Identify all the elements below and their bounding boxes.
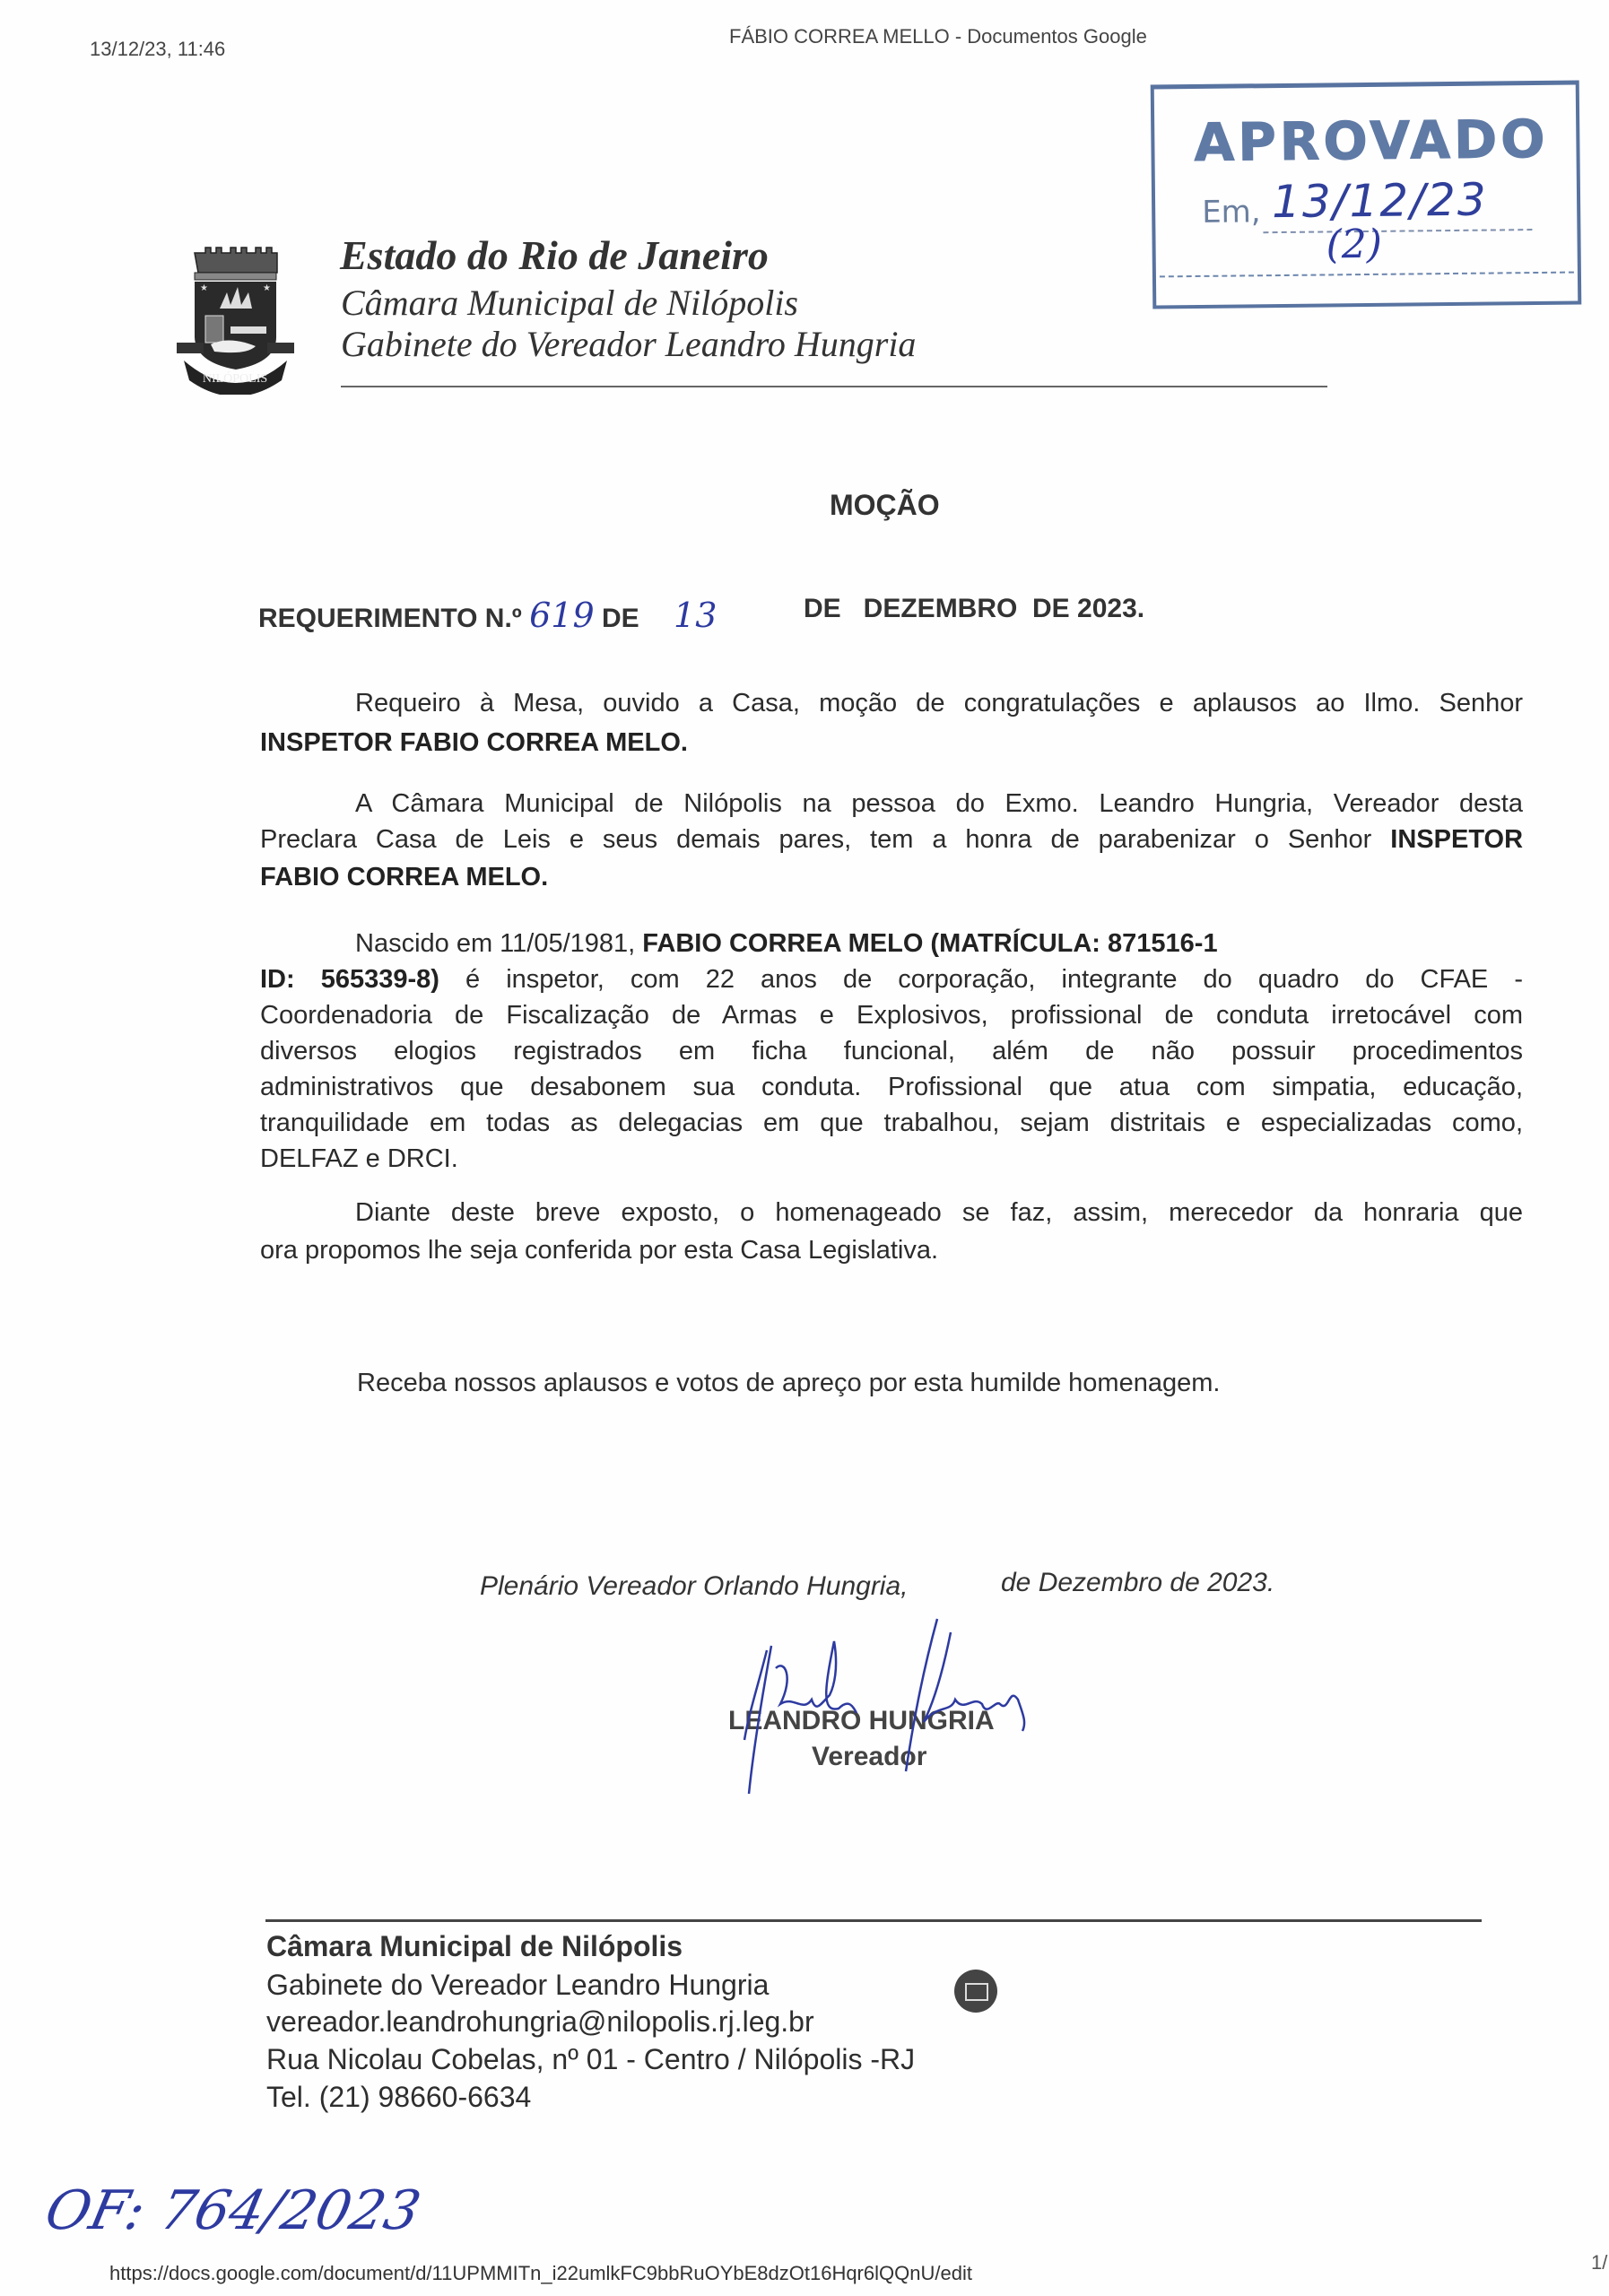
footer-email[interactable]: vereador.leandrohungria@nilopolis.rj.leg.br: [266, 2005, 814, 2038]
letterhead-office: Gabinete do Vereador Leandro Hungria: [341, 324, 917, 364]
p2-line2: [260, 825, 1523, 855]
document-heading: MOÇÃO: [830, 489, 940, 521]
p2-line2-bold: INSPETOR: [1390, 825, 1524, 854]
approval-stamp: [1151, 81, 1582, 309]
signatory-role: Vereador: [812, 1742, 927, 1771]
stamp-handwritten-date: 13/12/23: [1271, 173, 1488, 229]
p2-line3: [260, 863, 1523, 892]
envelope-icon: [954, 1970, 997, 2013]
p2-line1: A Câmara Municipal de Nilópolis na pessoa do Exmo. Leandro Hungria, Vereador desta: [355, 789, 1523, 818]
footer-rule: [265, 1919, 1482, 1922]
p3-line5: administrativos que desabonem sua conduta. Profissional que atua com simpatia, educação,: [260, 1073, 1523, 1101]
p3-line1-bold: FABIO CORREA MELO (MATRÍCULA: 871516-1: [642, 929, 1218, 958]
p3-line7: DELFAZ e DRCI.: [260, 1144, 458, 1173]
p1-line2: [260, 728, 1523, 758]
handwritten-office-ref: OF: 764/2023: [39, 2179, 426, 2242]
request-de: DE: [601, 604, 639, 633]
print-page-title: FÁBIO CORREA MELLO - Documentos Google: [729, 25, 1147, 48]
p3-line2-text: é inspetor, com 22 anos de corporação, integrante do quadro do CFAE -: [465, 965, 1523, 994]
p3-line2-bold: ID: 565339-8): [260, 965, 439, 994]
svg-text:★: ★: [200, 283, 208, 293]
coat-of-arms-icon: [175, 244, 296, 395]
footer-phone: Tel. (21) 98660-6634: [266, 2081, 532, 2113]
p2-line2-text: Preclara Casa de Leis e seus demais pares, tem a honra de parabenizar o Senhor: [260, 825, 1372, 854]
closing-place: Plenário Vereador Orlando Hungria,: [480, 1571, 909, 1601]
p4-line2: ora propomos lhe seja conferida por esta Casa Legislativa.: [260, 1236, 939, 1265]
p3-line3: Coordenadoria de Fiscalização de Armas e Explosivos, profissional de conduta irretocável com: [260, 1001, 1523, 1030]
letterhead-rule: [341, 386, 1327, 387]
p3-line6: tranquilidade em todas as delegacias em que trabalhou, sejam distritais e especializadas como,: [260, 1109, 1523, 1137]
print-timestamp: 13/12/23, 11:46: [90, 38, 226, 60]
request-prefix: REQUERIMENTO N.º: [258, 604, 522, 633]
request-day-handwritten: 13: [674, 596, 718, 635]
p3-line1-text: Nascido em 11/05/1981,: [355, 929, 636, 958]
footer-office: Gabinete do Vereador Leandro Hungria: [266, 1969, 770, 2001]
stamp-handwritten-initial: (2): [1326, 221, 1383, 268]
p1-honoree: INSPETOR FABIO CORREA MELO.: [260, 728, 688, 757]
svg-text:★: ★: [263, 283, 271, 293]
print-url[interactable]: https://docs.google.com/document/d/11UPMMITn_i22umlkFC9bbRuOYbE8dzOt16Hqr6lQQnU/edit: [109, 2262, 972, 2284]
p5-line: Receba nossos aplausos e votos de apreço por esta humilde homenagem.: [357, 1369, 1221, 1397]
letterhead-state: Estado do Rio de Janeiro: [340, 232, 769, 278]
stamp-title: APROVADO: [1194, 108, 1549, 174]
request-month-year: DE DEZEMBRO DE 2023.: [804, 594, 1145, 623]
stamp-date-line: [1263, 229, 1532, 233]
handwritten-signature: [731, 1614, 1090, 1803]
p3-line1: [260, 929, 1523, 959]
stamp-inner-rule: [1160, 272, 1574, 278]
stamp-em-label: Em,: [1201, 194, 1261, 230]
crest-ribbon-text: NILÓPOLIS: [202, 372, 268, 386]
print-page-number: 1/: [1591, 2251, 1608, 2274]
p3-line2: [260, 965, 1523, 995]
p3-line4: diversos elogios registrados em ficha funcional, além de não possuir procedimentos: [260, 1037, 1523, 1065]
p2-honoree: FABIO CORREA MELO.: [260, 863, 549, 891]
letterhead-chamber: Câmara Municipal de Nilópolis: [341, 283, 798, 323]
footer-org: Câmara Municipal de Nilópolis: [266, 1930, 683, 1962]
footer-address: Rua Nicolau Cobelas, nº 01 - Centro / Nilópolis -RJ: [266, 2043, 916, 2075]
p1-line1: Requeiro à Mesa, ouvido a Casa, moção de congratulações e aplausos ao Ilmo. Senhor: [355, 689, 1523, 718]
signatory-name: LEANDRO HUNGRIA: [728, 1706, 995, 1735]
closing-date: de Dezembro de 2023.: [1001, 1568, 1275, 1597]
p4-line1: Diante deste breve exposto, o homenageado se faz, assim, merecedor da honraria que: [355, 1198, 1523, 1227]
request-number-handwritten: 619: [529, 596, 595, 635]
request-line: [258, 596, 717, 635]
